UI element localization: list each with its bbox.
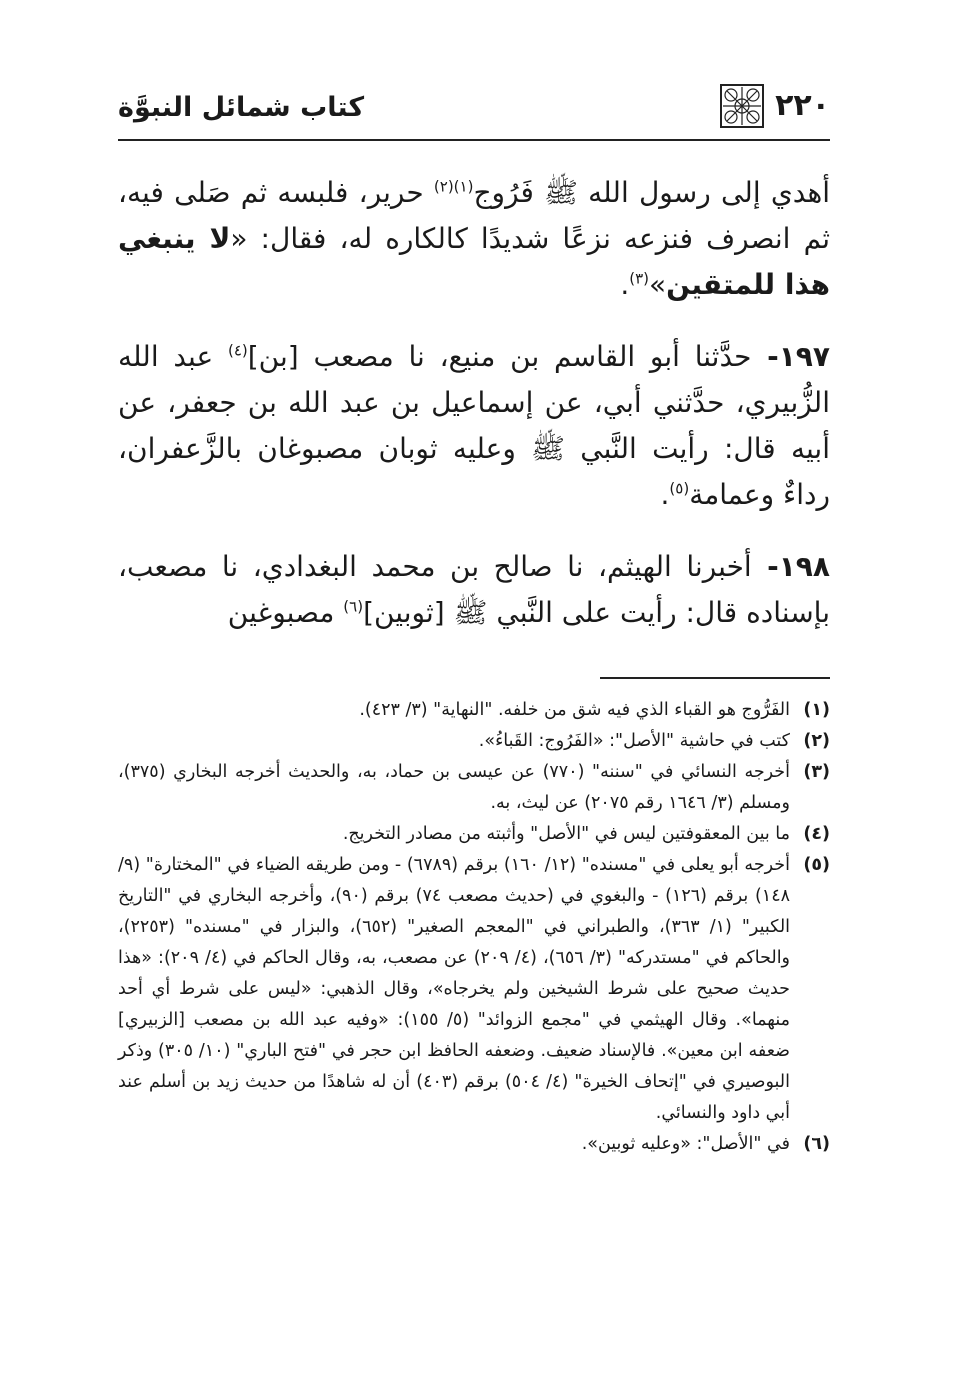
footnote-ref: (٤) [227,341,248,360]
footnote-2: (٢) كتب في حاشية "الأصل": «الفَرُوج: القَباءُ». [478,731,830,751]
hadith-198: ١٩٨- أخبرنا الهيثم، نا صالح بن محمد البغدادي، نا مصعب، بإسناده قال: رأيت على النَّبي ﷺ [ثوبين]$^{(٦)}$ مصبوغين [118,550,830,629]
prophetic-saying: لا ينبغي هذا للمتقين [118,222,830,301]
footnote-ref: (٥) [669,479,690,498]
footnote-5: (٥) أخرجه أبو يعلى في "مسنده" (١٢/ ١٦٠) برقم (٦٧٨٩) - ومن طريقه الضياء في "المختارة" (٩/ ١٤٨) برقم (١٢٦) - والبغوي في (حديث مصعب ٧٤) برقم (٩٠)، وأخرجه البخاري في "التاريخ الكبير" (١/ ٣٦٣)، والطبراني في "المعجم الصغير" (٦٥٢)، والبزار في "مسنده" (٢٢٥٣)، والحاكم في "مستدركه" (٣/ ٦٥٦)، (٤/ ٢٠٩) عن مصعب، به، وقال الحاكم في (٤/ ٢٠٩): «هذا حديث صحيح على شرط الشيخين ولم يخرجاه»، وقال الذهبي: «ليس على شرط أي أحد منهما». وقال الهيثمي في "مجمع الزوائد" (٥/ ١٥٥): «وفيه عبد الله بن مصعب [الزبيري] ضعفه ابن معين». فالإسناد ضعيف. وضعفه الحافظ ابن حجر في "فتح الباري" (١٠/ ٣٠٥) وذكر البوصيري في "إتحاف الخيرة" (٤/ ٥٠٤) برقم (٤٠٣) أن له شاهدًا من حديث زيد بن أسلم عند أبي داود والنسائي. [118,855,830,1123]
footnote-6: (٦) في "الأصل": «وعليه ثوبين». [581,1134,830,1154]
footnote-1: (١) الفَرُّوج هو القباء الذي فيه شق من خلفه. "النهاية" (٣/ ٤٢٣). [359,700,830,720]
page-header [118,78,830,138]
footnote-ref: (١)(٢) [433,177,474,196]
footnote-3: (٣) أخرجه النسائي في "سننه" (٧٧٠) عن عيسى بن حماد، به، والحديث أخرجه البخاري (٣٧٥)، ومسلم (٣/ ١٦٤٦ رقم ٢٠٧٥) عن ليث، به. [118,762,830,813]
hadith-number: ١٩٧- [751,340,830,373]
main-text [118,170,830,662]
book-title: كتاب شمائل النبوَّة [118,92,365,123]
footnote-ref: (٣) [629,269,649,288]
paragraph: أهدي إلى رسول الله ﷺ فَرُوج$^{(١)(٢)}$ حرير، فلبسه ثم صَلى فيه، ثم انصرف فنزعه نزعًا شديدًا كالكاره له، فقال: «لا ينبغي هذا للمتقين»$^{(٣)}$. [118,176,830,301]
footnote-4: (٤) ما بين المعقوفتين ليس في "الأصل" وأثبته من مصادر التخريج. [342,824,830,844]
hadith-number: ١٩٨- [751,550,830,583]
footnote-ref: (٦) [343,597,364,616]
footnote-rule [600,677,830,679]
ornament-icon [719,83,765,129]
hadith-197: ١٩٧- حدَّثنا أبو القاسم بن منيع، نا مصعب [بن]$^{(٤)}$ عبد الله الزُّبيري، حدَّثني أبي، عن إسماعيل بن عبد الله بن جعفر، عن أبيه قال: رأيت النَّبي ﷺ وعليه ثوبان مصبوغان بالزَّعفران، رداءٌ وعمامة$^{(٥)}$. [118,340,830,511]
header-rule [118,139,830,141]
footnotes [118,695,830,1160]
page-number: ٢٢٠ [775,88,830,123]
